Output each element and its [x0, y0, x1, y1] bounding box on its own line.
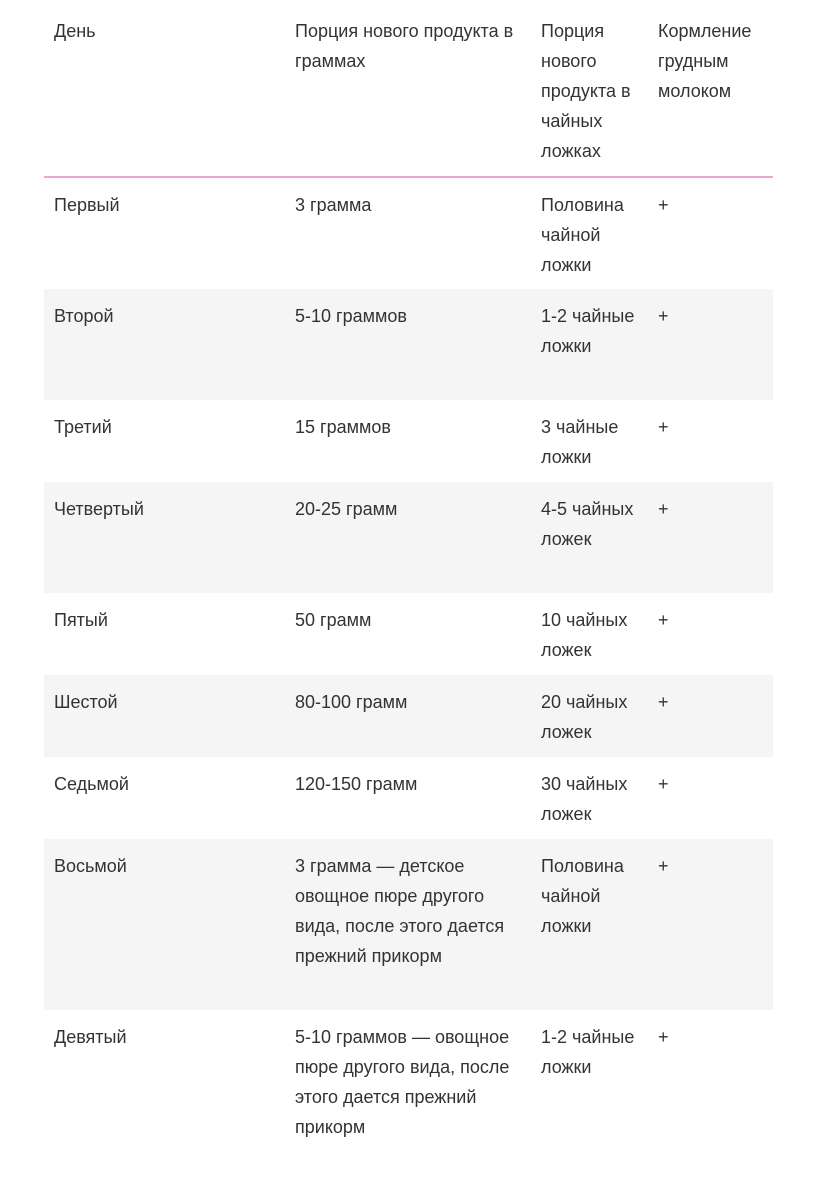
cell-day: Седьмой: [54, 774, 129, 794]
cell-breastfeeding: +: [658, 195, 669, 215]
table-header-row: [44, 0, 773, 178]
cell-spoons: 4-5 чайных ложек: [541, 499, 634, 549]
cell-spoons: 10 чайных ложек: [541, 610, 628, 660]
table-row: [44, 482, 773, 593]
table-row: [44, 289, 773, 400]
cell-breastfeeding: +: [658, 1027, 669, 1047]
table-row: [44, 400, 773, 482]
header-day: День: [54, 21, 96, 41]
cell-grams: 3 грамма — детское овощное пюре другого вида, после этого дается прежний прикорм: [295, 856, 505, 966]
cell-breastfeeding: +: [658, 499, 669, 519]
cell-breastfeeding: +: [658, 610, 669, 630]
cell-spoons: 1-2 чайные ложки: [541, 1027, 635, 1077]
table-row: [44, 593, 773, 675]
feeding-schedule-table: [44, 0, 773, 1186]
header-spoons: Порция нового продукта в чайных ложках: [541, 21, 631, 161]
cell-day: Шестой: [54, 692, 118, 712]
cell-day: Пятый: [54, 610, 108, 630]
cell-grams: 5-10 граммов: [295, 306, 407, 326]
header-grams: Порция нового продукта в граммах: [295, 21, 514, 71]
cell-breastfeeding: +: [658, 417, 669, 437]
cell-grams: 80-100 грамм: [295, 692, 408, 712]
cell-breastfeeding: +: [658, 774, 669, 794]
cell-grams: 20-25 грамм: [295, 499, 398, 519]
cell-grams: 50 грамм: [295, 610, 372, 630]
cell-spoons: 1-2 чайные ложки: [541, 306, 635, 356]
table-row: [44, 839, 773, 1010]
header-breastfeeding: Кормление грудным молоком: [658, 21, 752, 101]
cell-day: Первый: [54, 195, 120, 215]
cell-spoons: 30 чайных ложек: [541, 774, 628, 824]
cell-grams: 120-150 грамм: [295, 774, 418, 794]
cell-day: Третий: [54, 417, 112, 437]
cell-spoons: 3 чайные ложки: [541, 417, 619, 467]
cell-day: Четвертый: [54, 499, 144, 519]
cell-day: Второй: [54, 306, 114, 326]
cell-breastfeeding: +: [658, 856, 669, 876]
table-row: [44, 178, 773, 289]
cell-spoons: Половина чайной ложки: [541, 856, 624, 936]
cell-spoons: 20 чайных ложек: [541, 692, 628, 742]
cell-grams: 5-10 граммов — овощное пюре другого вида, после этого дается прежний прикорм: [295, 1027, 510, 1137]
cell-grams: 3 грамма: [295, 195, 372, 215]
table-row: [44, 675, 773, 757]
cell-breastfeeding: +: [658, 306, 669, 326]
cell-day: Восьмой: [54, 856, 127, 876]
table-row: [44, 1010, 773, 1186]
cell-spoons: Половина чайной ложки: [541, 195, 624, 275]
cell-grams: 15 граммов: [295, 417, 391, 437]
table-row: [44, 757, 773, 839]
cell-day: Девятый: [54, 1027, 127, 1047]
cell-breastfeeding: +: [658, 692, 669, 712]
